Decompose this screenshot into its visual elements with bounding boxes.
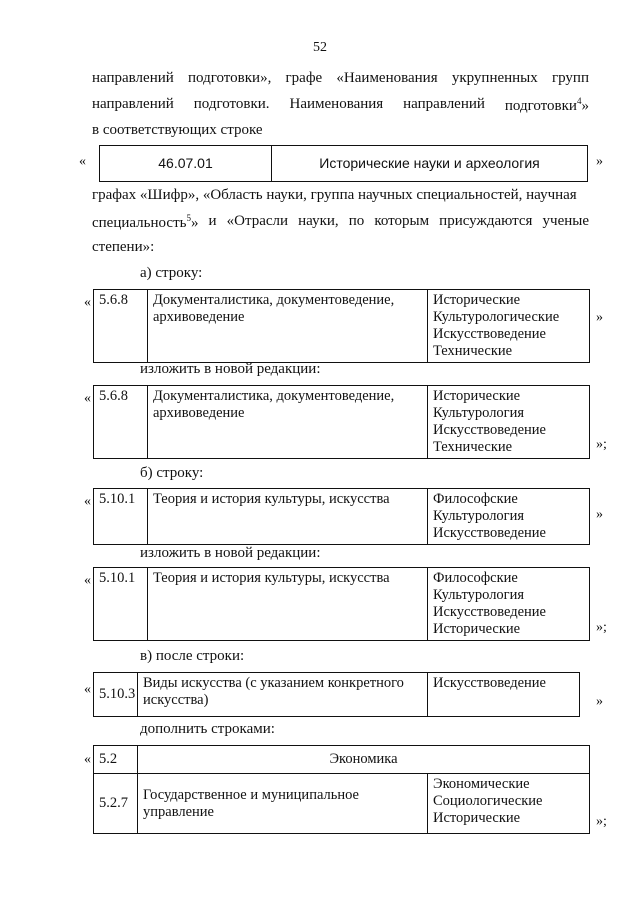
- branch-line: Искусствоведение: [433, 604, 546, 620]
- close-quote: »;: [596, 620, 607, 635]
- name-cell: [138, 673, 428, 717]
- name-cell: Исторические науки и археология: [272, 146, 588, 182]
- word: ученые: [542, 213, 589, 229]
- item-c-label: в) после строки:: [140, 648, 245, 664]
- code-cell: 46.07.01: [100, 146, 272, 182]
- branch-line: Философские: [433, 491, 518, 507]
- quote-mark: »: [190, 215, 199, 231]
- close-quote: »: [596, 310, 603, 325]
- add-rows-label: дополнить строками:: [140, 721, 275, 737]
- name-line: Теория и история культуры, искусства: [153, 570, 390, 586]
- para2-line2: [92, 213, 589, 232]
- branches-cell: [428, 568, 590, 641]
- word: науки,: [298, 213, 339, 229]
- footnote-ref: 5: [186, 213, 191, 223]
- table-row: [94, 774, 590, 834]
- word-with-footnote: [505, 96, 589, 115]
- word: направлений: [92, 96, 174, 112]
- branch-line: Искусствоведение: [433, 422, 546, 438]
- name-cell: [138, 774, 428, 834]
- name-line: Государственное и муниципальное: [143, 786, 359, 803]
- word: подготовки»,: [188, 70, 272, 86]
- branches-cell: [428, 673, 580, 717]
- word: «Отрасли: [226, 213, 289, 229]
- word: по: [348, 213, 365, 229]
- name-cell: [148, 568, 428, 641]
- branches-cell: [428, 489, 590, 545]
- word-with-footnote: [92, 213, 198, 232]
- table-b-old: [93, 488, 590, 545]
- word: групп: [551, 70, 589, 86]
- page-number: 52: [313, 40, 327, 55]
- word: которым: [374, 213, 430, 229]
- word: направлений: [92, 70, 174, 86]
- branch-line: Искусствоведение: [433, 525, 546, 541]
- para1-line1: [92, 70, 589, 87]
- word: графе: [285, 70, 323, 86]
- close-quote: »;: [596, 814, 607, 829]
- table-b-new: [93, 567, 590, 641]
- branch-line: Исторические: [433, 388, 521, 404]
- table-row: [94, 568, 590, 641]
- group-name-cell: Экономика: [138, 746, 590, 774]
- name-cell: [148, 386, 428, 459]
- table-row: [94, 673, 580, 717]
- code-cell: 5.10.3: [94, 673, 138, 717]
- branches-cell: [428, 290, 590, 363]
- word: направлений: [403, 96, 485, 112]
- name-line: архивоведение: [153, 405, 245, 421]
- group-code-cell: 5.2: [94, 746, 138, 774]
- new-edition-label: изложить в новой редакции:: [140, 545, 321, 561]
- open-quote: «: [79, 154, 86, 169]
- branch-line: Философские: [433, 570, 518, 586]
- code-cell: 5.10.1: [94, 489, 148, 545]
- branches-cell: [428, 386, 590, 459]
- open-quote: «: [84, 494, 91, 509]
- table-a-new: [93, 385, 590, 459]
- footnote-ref: 4: [576, 96, 582, 106]
- table-c-after: [93, 672, 580, 717]
- name-cell: [148, 489, 428, 545]
- code-cell: 5.2.7: [94, 774, 138, 834]
- para2-line1: графах «Шифр», «Область науки, группа научных специальностей, научная: [92, 187, 577, 203]
- table-row: [94, 386, 590, 459]
- name-line: Документалистика, документоведение,: [153, 292, 395, 308]
- word: специальность: [92, 215, 187, 231]
- close-quote: »: [596, 154, 603, 169]
- branch-line: Культурология: [433, 405, 525, 421]
- branch-line: Социологические: [433, 793, 543, 809]
- word: подготовки.: [193, 96, 270, 112]
- word: укрупненных: [451, 70, 538, 86]
- branch-line: Исторические: [433, 621, 521, 637]
- close-quote: »;: [596, 437, 607, 452]
- word: и: [208, 213, 217, 229]
- name-line: Документалистика, документоведение,: [153, 388, 395, 404]
- table-row: [94, 489, 590, 545]
- name-line: Виды искусства (с указанием конкретного: [143, 675, 404, 691]
- branch-line: Культурология: [433, 508, 525, 524]
- name-line: Теория и история культуры, искусства: [153, 491, 390, 507]
- code-cell: 5.6.8: [94, 386, 148, 459]
- branch-line: Культурология: [433, 587, 525, 603]
- open-quote: «: [84, 573, 91, 588]
- para2-line3: степени»:: [92, 239, 155, 255]
- close-quote: »: [596, 694, 603, 709]
- branch-line: Технические: [433, 343, 513, 359]
- code-cell: 5.6.8: [94, 290, 148, 363]
- para1-line3: в соответствующих строке: [92, 122, 263, 138]
- branches-cell: [428, 774, 590, 834]
- close-quote: »: [596, 507, 603, 522]
- open-quote: «: [84, 295, 91, 310]
- table-row: [94, 290, 590, 363]
- name-line: архивоведение: [153, 309, 245, 325]
- branch-line: Искусствоведение: [433, 675, 546, 691]
- item-a-label: а) строку:: [140, 265, 203, 281]
- word: «Наименования: [336, 70, 438, 86]
- word: подготовки: [504, 98, 577, 114]
- branch-line: Исторические: [433, 292, 521, 308]
- table-specialty-row: [99, 145, 588, 182]
- open-quote: «: [84, 682, 91, 697]
- table-c-new-rows: [93, 745, 590, 834]
- table-row: [100, 146, 588, 182]
- name-line: управление: [143, 803, 214, 820]
- branch-line: Технические: [433, 439, 513, 455]
- name-cell: [148, 290, 428, 363]
- open-quote: «: [84, 391, 91, 406]
- branch-line: Экономические: [433, 776, 530, 792]
- new-edition-label: изложить в новой редакции:: [140, 361, 321, 377]
- word: присуждаются: [439, 213, 533, 229]
- code-cell: 5.10.1: [94, 568, 148, 641]
- table-row: [94, 746, 590, 774]
- branch-line: Культурологические: [433, 309, 560, 325]
- table-a-old: [93, 289, 590, 363]
- open-quote: «: [84, 752, 91, 767]
- name-line: искусства): [143, 692, 209, 708]
- word: Наименования: [289, 96, 384, 112]
- quote-mark: »: [581, 98, 589, 114]
- branch-line: Исторические: [433, 810, 521, 826]
- branch-line: Искусствоведение: [433, 326, 546, 342]
- para1-line2: [92, 96, 589, 115]
- item-b-label: б) строку:: [140, 465, 204, 481]
